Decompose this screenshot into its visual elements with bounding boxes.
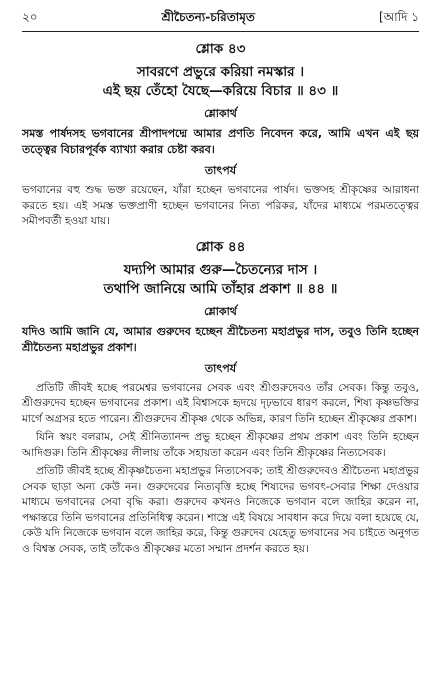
sloka-43-line-1: সাবরণে প্রভুরে করিয়া নমস্কার । (136, 64, 305, 80)
purport-paragraph: যিনি স্বয়ং বলরাম, সেই শ্রীনিত্যানন্দ প্রভু হচ্ছেন শ্রীকৃষ্ণের প্রথম প্রকাশ এবং তিনি হচ্ছেন আদিগুরু। তিনি শ্রীকৃষ্ণের লীলায় তাঁকে সহায়তা করেন এবং তিনি শ্রীকৃষ্ণের নিত্যসেবক। (22, 431, 419, 459)
sloka-44-purport-heading: তাৎপর্য (204, 361, 237, 375)
sloka-43-purport-heading: তাৎপর্য (204, 164, 237, 177)
sloka-43-heading: শ্লোক ৪৩ (195, 41, 246, 57)
page-number: ২০ (22, 10, 38, 24)
sloka-43-translation-heading: শ্লোকার্থ (204, 107, 237, 120)
sloka-44-translation-heading: শ্লোকার্থ (204, 304, 237, 318)
sloka-44-translation: যদিও আমি জানি যে, আমার গুরুদেব হচ্ছেন শ্রীচৈতন্য মহাপ্রভুর দাস, তবুও তিনি হচ্ছেন শ্রীচৈতন্য মহাপ্রভুর প্রকাশ। (22, 324, 419, 354)
sloka-44-heading: শ্লোক ৪৪ (195, 238, 246, 255)
chapter-label: [আদি ১ (378, 10, 419, 24)
sloka-44-purport (22, 381, 419, 558)
purport-paragraph: প্রতিটি জীবই হচ্ছে শ্রীকৃষ্ণচৈতন্য মহাপ্রভুর নিত্যসেবক; তাই শ্রীগুরুদেবও শ্রীচৈতন্য মহাপ্রভুর সেবক ছাড়া অন্য কেউ নন। গুরুদেবের নিত্যবৃত্তি হচ্ছে শিষ্যদের ভগবৎ-সেবার শিক্ষা দেওয়ার মাধ্যমে ভগবানের সেবা বৃদ্ধি করা। গুরুদেব কখনও নিজেকে ভগবান বলে জাহির করেন না, পক্ষান্তরে তিনি ভগবানের প্রতিনিধিত্ব করেন। শাস্ত্রে এই বিষয়ে সাবধান করে দিয়ে বলা হয়েছে যে, কেউ যদি নিজেকে ভগবান বলে জাহির করে, কিন্তু গুরুদেব যেহেতু ভগবানের সব চাইতে অনুগত ও বিশ্বস্ত সেবক, তাই তাঁকেও শ্রীকৃষ্ণের মতো সম্মান প্রদর্শন করতে হয়। (22, 465, 419, 555)
sloka-43-line-2: এই ছয় তেঁহো যৈছে—করিয়ে বিচার ॥ ৪৩ ॥ (102, 83, 339, 99)
running-title: শ্রীচৈতন্য-চরিতামৃত (161, 10, 255, 24)
sloka-43-purport (22, 183, 419, 230)
purport-paragraph: প্রতিটি জীবই হচ্ছে পরমেশ্বর ভগবানের সেবক এবং শ্রীগুরুদেবও তাঁর সেবক। কিন্তু তবুও, শ্রীগুরুদেব হচ্ছেন ভগবানের প্রকাশ। এই বিশ্বাসকে হৃদয়ে দৃঢ়ভাবে ধারণ করলে, শিষ্য কৃষ্ণভক্তির মার্গে অগ্রসর হতে পারেন। শ্রীগুরুদেব শ্রীকৃষ্ণ থেকে অভিন্ন, কারণ তিনি হচ্ছেন শ্রীকৃষ্ণের প্রকাশ। (22, 381, 419, 425)
header-rule (22, 31, 419, 32)
purport-paragraph: ভগবানের বহু শুদ্ধ ভক্ত রয়েছেন, যাঁরা হচ্ছেন ভগবানের পার্ষদ। ভক্তসহ শ্রীকৃষ্ণের আরাধনা করতে হয়। এই সমস্ত ভক্তপ্রাণী হচ্ছেন ভগবানের নিত্য পরিকর, যাঁদের মাধ্যমে পরমতত্ত্বের সমীপবর্তী হওয়া যায়। (22, 184, 419, 227)
page-header (22, 10, 419, 28)
sloka-44-line-1: যদ্যপি আমার গুরু—চৈতন্যের দাস । (123, 261, 318, 278)
sloka-43-translation: সমস্ত পার্ষদসহ ভগবানের শ্রীপাদপদ্মে আমার প্রণতি নিবেদন করে, আমি এখন এই ছয় তত্ত্বের বিচারপূর্বক ব্যাখ্যা করার চেষ্টা করব। (22, 127, 419, 156)
sloka-44-line-2: তথাপি জানিয়ে আমি তাঁহার প্রকাশ ॥ ৪৪ ॥ (103, 280, 338, 297)
